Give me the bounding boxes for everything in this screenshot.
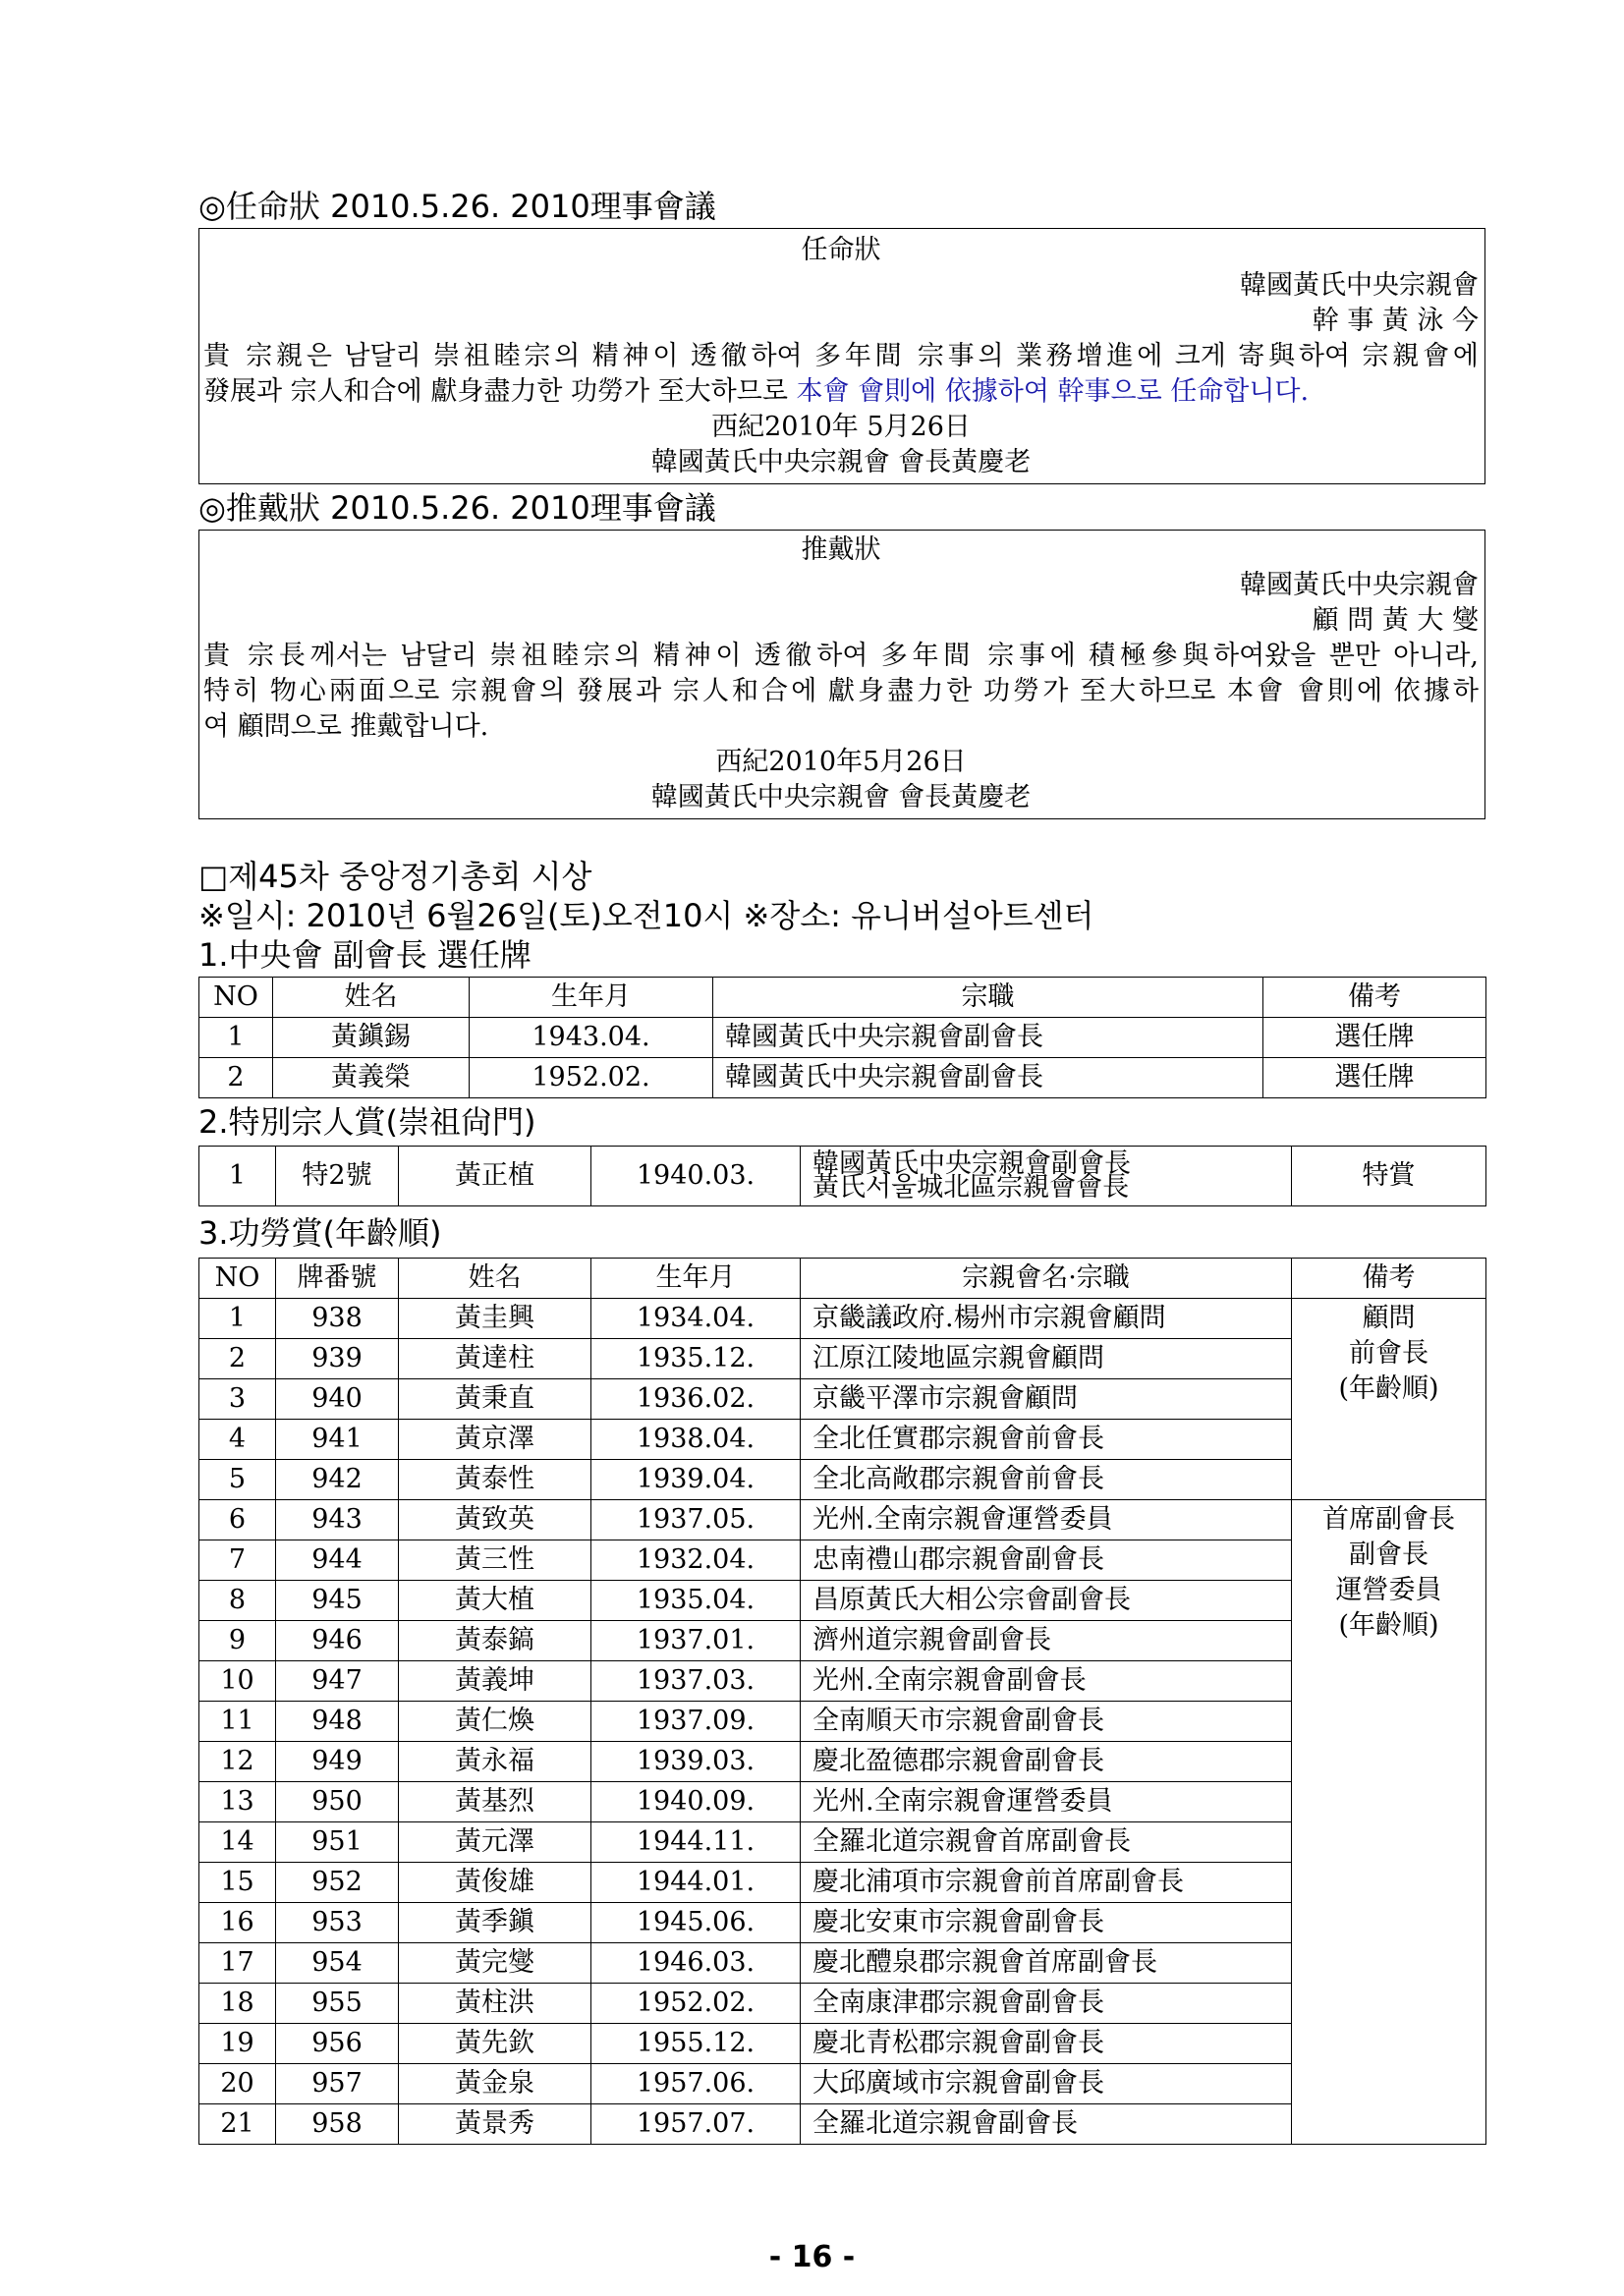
recommendation-title: 推戴狀 xyxy=(801,534,881,565)
birth-cell: 1944.11. xyxy=(591,1822,801,1863)
name-cell: 黃三性 xyxy=(399,1540,591,1581)
note-line: 首席副會長 xyxy=(1322,1504,1455,1535)
name-cell: 黃金泉 xyxy=(399,2064,591,2104)
name-cell: 黃景秀 xyxy=(399,2104,591,2145)
role-cell xyxy=(801,1147,1292,1206)
name-cell: 黃永福 xyxy=(399,1742,591,1782)
special-award-table xyxy=(198,1146,1486,1206)
no-cell: 14 xyxy=(199,1822,276,1863)
birth-cell: 1939.03. xyxy=(591,1742,801,1782)
name-cell: 黃圭興 xyxy=(399,1299,591,1339)
no-cell: 1 xyxy=(199,1147,276,1206)
header-cell: 備考 xyxy=(1263,978,1486,1018)
table-header-row xyxy=(199,1259,1486,1299)
no-cell: 5 xyxy=(199,1460,276,1500)
birth-cell: 1932.04. xyxy=(591,1540,801,1581)
no-cell: 7 xyxy=(199,1540,276,1581)
birth-cell: 1945.06. xyxy=(591,1903,801,1943)
ceremony-info: ※일시: 2010년 6월26일(토)오전10시 ※장소: 유니버설아트센터 xyxy=(198,897,1094,934)
no-cell: 4 xyxy=(199,1420,276,1460)
recommendation-certificate-box xyxy=(198,530,1485,819)
header-cell: 生年月 xyxy=(470,978,713,1018)
note-line: 運營委員 xyxy=(1335,1575,1442,1605)
recommendation-body-line1: 貴 宗長께서는 남달리 崇祖睦宗의 精神이 透徹하여 多年間 宗事에 積極參與하여왔을 뿐만 아니라, xyxy=(203,641,1479,671)
note-cell: 選任牌 xyxy=(1263,1018,1486,1058)
birth-cell: 1957.07. xyxy=(591,2104,801,2145)
birth-cell: 1937.05. xyxy=(591,1500,801,1540)
no-cell: 1 xyxy=(199,1018,273,1058)
note-line: (年齡順) xyxy=(1338,1373,1439,1404)
name-cell: 黃義坤 xyxy=(399,1661,591,1702)
appointment-org: 韓國黃氏中央宗親會 xyxy=(1240,270,1479,301)
award-no-cell: 946 xyxy=(276,1621,399,1661)
no-cell: 17 xyxy=(199,1943,276,1984)
role-cell: 光州.全南宗親會副會長 xyxy=(801,1661,1292,1702)
award-no-cell: 954 xyxy=(276,1943,399,1984)
no-cell: 6 xyxy=(199,1500,276,1540)
recommendation-org: 韓國黃氏中央宗親會 xyxy=(1240,570,1479,600)
header-cell: 宗職 xyxy=(713,978,1263,1018)
role-cell: 全南順天市宗親會副會長 xyxy=(801,1702,1292,1742)
role-cell: 江原江陵地區宗親會顧問 xyxy=(801,1339,1292,1379)
role-cell: 京畿平澤市宗親會顧問 xyxy=(801,1379,1292,1420)
no-cell: 2 xyxy=(199,1339,276,1379)
no-cell: 18 xyxy=(199,1984,276,2024)
appointment-body-line2-highlight: 本會 會則에 依據하여 幹事으로 任命합니다. xyxy=(796,376,1310,407)
birth-cell: 1955.12. xyxy=(591,2024,801,2064)
table-row xyxy=(199,1147,1486,1206)
role-cell: 全南康津郡宗親會副會長 xyxy=(801,1984,1292,2024)
appointment-body-line1: 貴 宗親은 남달리 崇祖睦宗의 精神이 透徹하여 多年間 宗事의 業務增進에 크게 寄與하여 宗親會에 xyxy=(203,341,1479,371)
name-cell: 黃元澤 xyxy=(399,1822,591,1863)
award-no-cell: 940 xyxy=(276,1379,399,1420)
appointment-heading: ◎任命狀 2010.5.26. 2010理事會議 xyxy=(198,188,716,225)
header-cell: NO xyxy=(199,1259,276,1299)
appointment-body-line2 xyxy=(203,374,1479,410)
birth-cell: 1937.03. xyxy=(591,1661,801,1702)
role-cell: 全羅北道宗親會副會長 xyxy=(801,2104,1292,2145)
no-cell: 19 xyxy=(199,2024,276,2064)
note-line: 副會長 xyxy=(1349,1540,1428,1570)
name-cell: 黃俊雄 xyxy=(399,1863,591,1903)
table-row xyxy=(199,1058,1486,1098)
table-row xyxy=(199,1299,1486,1339)
name-cell: 黃先欽 xyxy=(399,2024,591,2064)
role-cell: 慶北盈德郡宗親會副會長 xyxy=(801,1742,1292,1782)
recommendation-heading: ◎推戴狀 2010.5.26. 2010理事會議 xyxy=(198,489,716,527)
name-cell: 黃基烈 xyxy=(399,1782,591,1822)
award-no-cell: 939 xyxy=(276,1339,399,1379)
birth-cell: 1935.12. xyxy=(591,1339,801,1379)
name-cell: 黃完燮 xyxy=(399,1943,591,1984)
award-no-cell: 955 xyxy=(276,1984,399,2024)
award-no-cell: 956 xyxy=(276,2024,399,2064)
birth-cell: 1944.01. xyxy=(591,1863,801,1903)
appointment-title: 任命狀 xyxy=(801,235,881,265)
role-cell: 慶北醴泉郡宗親會首席副會長 xyxy=(801,1943,1292,1984)
no-cell: 1 xyxy=(199,1299,276,1339)
header-cell: 姓名 xyxy=(399,1259,591,1299)
note-line: 顧問 xyxy=(1362,1303,1416,1333)
vice-president-heading: 1.中央會 副會長 選任牌 xyxy=(198,936,532,974)
role-cell: 忠南禮山郡宗親會副會長 xyxy=(801,1540,1292,1581)
header-cell: 宗親會名·宗職 xyxy=(801,1259,1292,1299)
role-cell: 京畿議政府.楊州市宗親會顧問 xyxy=(801,1299,1292,1339)
appointment-date: 西紀2010年 5月26日 xyxy=(711,412,971,442)
name-cell: 黃泰性 xyxy=(399,1460,591,1500)
role-cell: 昌原黃氏大相公宗會副會長 xyxy=(801,1581,1292,1621)
award-no-cell: 941 xyxy=(276,1420,399,1460)
table-header-row xyxy=(199,978,1486,1018)
recommendation-body-line2: 特히 物心兩面으로 宗親會의 發展과 宗人和合에 獻身盡力한 功勞가 至大하므로 本會 會則에 依據하 xyxy=(203,676,1479,706)
award-no-cell: 951 xyxy=(276,1822,399,1863)
name-cell: 黃致英 xyxy=(399,1500,591,1540)
name-cell: 黃鎭錫 xyxy=(273,1018,470,1058)
birth-cell: 1934.04. xyxy=(591,1299,801,1339)
birth-cell: 1937.01. xyxy=(591,1621,801,1661)
note-cell: 選任牌 xyxy=(1263,1058,1486,1098)
role-cell: 濟州道宗親會副會長 xyxy=(801,1621,1292,1661)
award-no-cell: 942 xyxy=(276,1460,399,1500)
appointment-certificate-box xyxy=(198,228,1485,484)
award-no-cell: 特2號 xyxy=(276,1147,399,1206)
special-award-heading: 2.特別宗人賞(崇祖尙門) xyxy=(198,1103,536,1141)
birth-cell: 1952.02. xyxy=(591,1984,801,2024)
appointment-body-line2-text: 發展과 宗人和合에 獻身盡力한 功勞가 至大하므로 xyxy=(203,376,797,407)
birth-cell: 1952.02. xyxy=(470,1058,713,1098)
recommendation-position: 顧 問 黃 大 燮 xyxy=(1312,605,1479,636)
award-no-cell: 943 xyxy=(276,1500,399,1540)
no-cell: 8 xyxy=(199,1581,276,1621)
birth-cell: 1935.04. xyxy=(591,1581,801,1621)
name-cell: 黃季鎭 xyxy=(399,1903,591,1943)
role-cell: 大邱廣域市宗親會副會長 xyxy=(801,2064,1292,2104)
role-cell: 全北高敞郡宗親會前會長 xyxy=(801,1460,1292,1500)
no-cell: 15 xyxy=(199,1863,276,1903)
award-no-cell: 947 xyxy=(276,1661,399,1702)
header-cell: 備考 xyxy=(1292,1259,1486,1299)
role-cell: 韓國黃氏中央宗親會副會長 xyxy=(713,1058,1263,1098)
birth-cell: 1937.09. xyxy=(591,1702,801,1742)
table-row xyxy=(199,1500,1486,1540)
recommendation-body-line3: 여 顧問으로 推戴합니다. xyxy=(203,711,489,742)
recommendation-signature: 韓國黃氏中央宗親會 會長黃慶老 xyxy=(650,782,1032,812)
birth-cell: 1946.03. xyxy=(591,1943,801,1984)
note-cell-group xyxy=(1292,1299,1486,1500)
role-cell: 光州.全南宗親會運營委員 xyxy=(801,1782,1292,1822)
role-cell: 慶北安東市宗親會副會長 xyxy=(801,1903,1292,1943)
award-no-cell: 953 xyxy=(276,1903,399,1943)
note-cell: 特賞 xyxy=(1292,1147,1486,1206)
name-cell: 黃大植 xyxy=(399,1581,591,1621)
award-no-cell: 944 xyxy=(276,1540,399,1581)
no-cell: 16 xyxy=(199,1903,276,1943)
birth-cell: 1938.04. xyxy=(591,1420,801,1460)
award-no-cell: 950 xyxy=(276,1782,399,1822)
name-cell: 黃秉直 xyxy=(399,1379,591,1420)
no-cell: 21 xyxy=(199,2104,276,2145)
role-cell: 慶北青松郡宗親會副會長 xyxy=(801,2024,1292,2064)
vice-president-table xyxy=(198,977,1486,1098)
birth-cell: 1939.04. xyxy=(591,1460,801,1500)
header-cell: 生年月 xyxy=(591,1259,801,1299)
award-no-cell: 948 xyxy=(276,1702,399,1742)
name-cell: 黃義榮 xyxy=(273,1058,470,1098)
ceremony-heading: □제45차 중앙정기총회 시상 xyxy=(198,858,592,895)
recommendation-date: 西紀2010年5月26日 xyxy=(715,747,967,777)
birth-cell: 1940.09. xyxy=(591,1782,801,1822)
award-no-cell: 938 xyxy=(276,1299,399,1339)
no-cell: 3 xyxy=(199,1379,276,1420)
table-row xyxy=(199,1018,1486,1058)
birth-cell: 1943.04. xyxy=(470,1018,713,1058)
birth-cell: 1957.06. xyxy=(591,2064,801,2104)
name-cell: 黃正植 xyxy=(399,1147,591,1206)
no-cell: 11 xyxy=(199,1702,276,1742)
role-cell: 全羅北道宗親會首席副會長 xyxy=(801,1822,1292,1863)
no-cell: 12 xyxy=(199,1742,276,1782)
note-line: (年齡順) xyxy=(1338,1610,1439,1641)
award-no-cell: 958 xyxy=(276,2104,399,2145)
name-cell: 黃京澤 xyxy=(399,1420,591,1460)
no-cell: 9 xyxy=(199,1621,276,1661)
note-cell-group xyxy=(1292,1500,1486,2145)
page-number: - 16 - xyxy=(768,2240,856,2274)
header-cell: NO xyxy=(199,978,273,1018)
no-cell: 20 xyxy=(199,2064,276,2104)
birth-cell: 1936.02. xyxy=(591,1379,801,1420)
award-no-cell: 945 xyxy=(276,1581,399,1621)
appointment-signature: 韓國黃氏中央宗親會 會長黃慶老 xyxy=(650,447,1032,477)
name-cell: 黃仁煥 xyxy=(399,1702,591,1742)
role-cell: 光州.全南宗親會運營委員 xyxy=(801,1500,1292,1540)
role-cell: 慶北浦項市宗親會前首席副會長 xyxy=(801,1863,1292,1903)
header-cell: 牌番號 xyxy=(276,1259,399,1299)
no-cell: 2 xyxy=(199,1058,273,1098)
role-line: 韓國黃氏中央宗親會副會長 xyxy=(812,1148,1131,1179)
name-cell: 黃達柱 xyxy=(399,1339,591,1379)
header-cell: 姓名 xyxy=(273,978,470,1018)
award-no-cell: 949 xyxy=(276,1742,399,1782)
note-line: 前會長 xyxy=(1349,1338,1428,1369)
role-cell: 全北任實郡宗親會前會長 xyxy=(801,1420,1292,1460)
merit-award-heading: 3.功勞賞(年齡順) xyxy=(198,1214,442,1252)
role-cell: 韓國黃氏中央宗親會副會長 xyxy=(713,1018,1263,1058)
appointment-position: 幹 事 黃 泳 今 xyxy=(1312,306,1479,336)
role-line: 黃氏서울城北區宗親會會長 xyxy=(812,1172,1130,1203)
award-no-cell: 957 xyxy=(276,2064,399,2104)
no-cell: 13 xyxy=(199,1782,276,1822)
no-cell: 10 xyxy=(199,1661,276,1702)
name-cell: 黃柱洪 xyxy=(399,1984,591,2024)
birth-cell: 1940.03. xyxy=(591,1147,801,1206)
award-no-cell: 952 xyxy=(276,1863,399,1903)
name-cell: 黃泰鎬 xyxy=(399,1621,591,1661)
merit-award-table xyxy=(198,1258,1486,2145)
